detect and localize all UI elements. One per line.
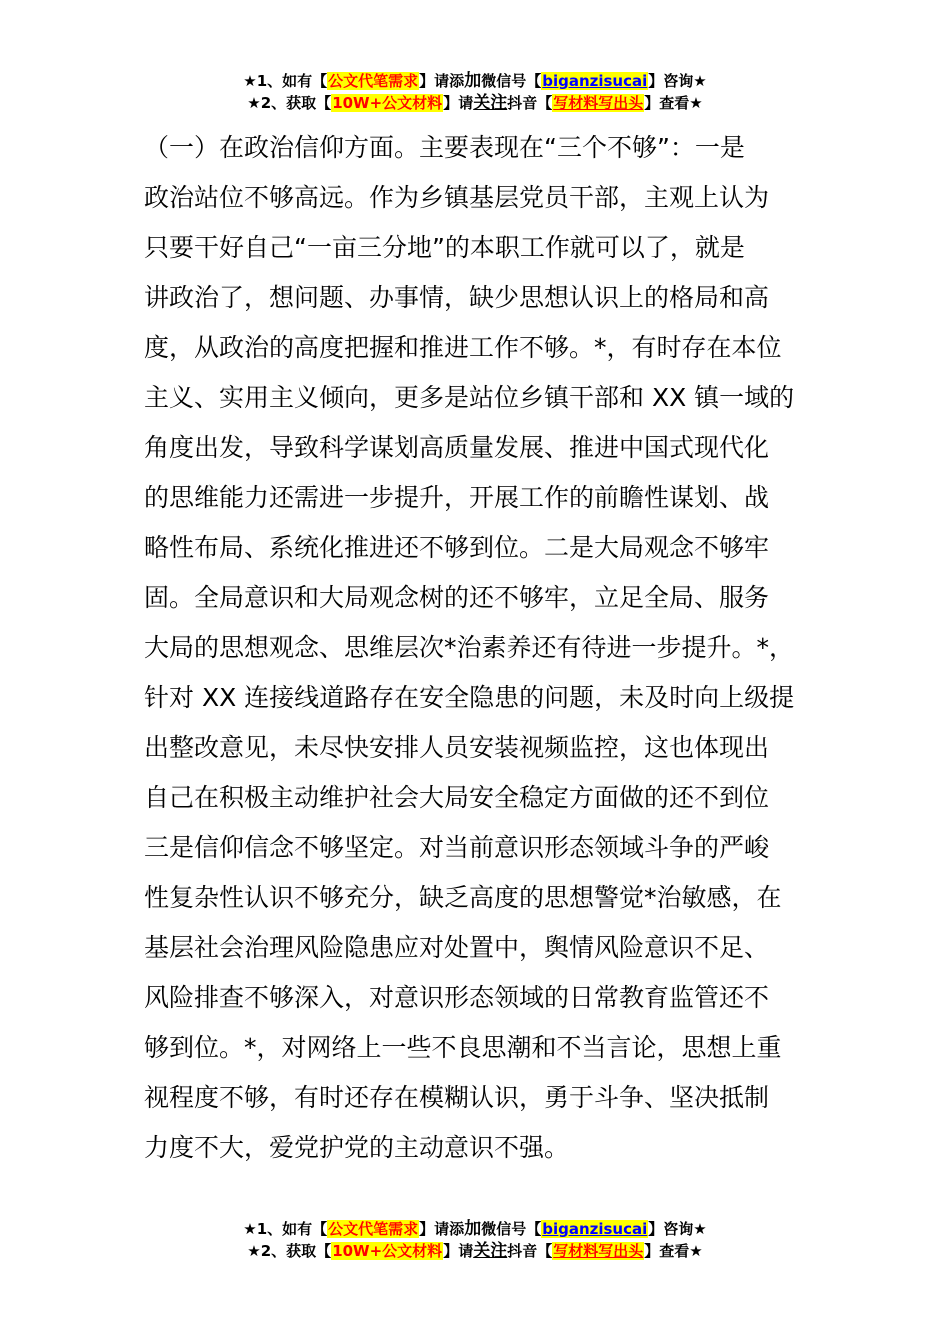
star-icon: ★ <box>693 72 707 90</box>
douyin-account-link[interactable]: 写材料写出头 <box>553 94 644 112</box>
douyin-account-link[interactable]: 写材料写出头 <box>553 1242 644 1260</box>
banner-text: 微信号【 <box>481 72 542 90</box>
banner-emphasis: 加 <box>464 71 482 91</box>
body-line: 的思维能力还需进一步提升，开展工作的前瞻性谋划、战 <box>144 483 770 512</box>
banner-line-1 <box>0 70 950 92</box>
banner-text: 】请 <box>443 1242 474 1260</box>
body-line: 主义、实用主义倾向，更多是站位乡镇干部和 XX 镇一域的 <box>144 383 795 412</box>
body-line: 略性布局、系统化推进还不够到位。二是大局观念不够牢 <box>144 533 770 562</box>
body-line: 度，从政治的高度把握和推进工作不够。*，有时存在本位 <box>144 333 782 362</box>
body-line: 性复杂性认识不够充分，缺乏高度的思想警觉*治敏感，在 <box>144 883 782 912</box>
banner-text: 】咨询 <box>648 72 694 90</box>
body-line: 基层社会治理风险隐患应对处置中，舆情风险意识不足、 <box>144 933 770 962</box>
body-line: 针对 XX 连接线道路存在安全隐患的问题，未及时向上级提 <box>144 683 795 712</box>
wechat-id-link[interactable]: biganzisucai <box>542 1220 648 1238</box>
body-line: 出整改意见，未尽快安排人员安装视频监控，这也体现出 <box>144 733 770 762</box>
banner-line-1 <box>0 1218 950 1240</box>
body-line: 风险排查不够深入，对意识形态领域的日常教育监管还不 <box>144 983 770 1012</box>
document-body <box>144 123 816 1173</box>
star-icon: ★ <box>689 94 703 112</box>
banner-text: 】咨询 <box>648 1220 694 1238</box>
body-line: 够到位。*，对网络上一些不良思潮和不当言论，思想上重 <box>144 1033 782 1062</box>
body-line: 大局的思想观念、思维层次*治素养还有待进一步提升。*， <box>144 633 795 662</box>
star-icon: ★ <box>689 1242 703 1260</box>
body-line: 力度不大，爱党护党的主动意识不强。 <box>144 1133 570 1162</box>
highlight-service: 公文代笔需求 <box>328 72 419 90</box>
banner-text: 抖音【 <box>507 1242 553 1260</box>
body-line: 自己在积极主动维护社会大局安全稳定方面做的还不到位 <box>144 783 770 812</box>
highlight-service: 公文代笔需求 <box>328 1220 419 1238</box>
star-icon: ★ <box>247 94 261 112</box>
highlight-materials: 10W+公文材料 <box>332 94 443 112</box>
banner-text: 2、获取【 <box>260 1242 332 1260</box>
body-line: 讲政治了，想问题、办事情，缺少思想认识上的格局和高 <box>144 283 770 312</box>
banner-line-2 <box>0 1240 950 1262</box>
footer-banner <box>0 1218 950 1262</box>
banner-emphasis: 关注 <box>473 1241 508 1261</box>
banner-emphasis: 关注 <box>473 93 508 113</box>
star-icon: ★ <box>247 1242 261 1260</box>
banner-line-2 <box>0 92 950 114</box>
banner-text: 1、如有【 <box>256 1220 328 1238</box>
banner-text: 抖音【 <box>507 94 553 112</box>
banner-text: 2、获取【 <box>260 94 332 112</box>
header-banner <box>0 70 950 114</box>
banner-emphasis: 加 <box>464 1219 482 1239</box>
banner-text: 微信号【 <box>481 1220 542 1238</box>
banner-text: 1、如有【 <box>256 72 328 90</box>
banner-text: 】请添 <box>419 72 465 90</box>
banner-text: 】请添 <box>419 1220 465 1238</box>
body-line: 政治站位不够高远。作为乡镇基层党员干部，主观上认为 <box>144 183 770 212</box>
star-icon: ★ <box>693 1220 707 1238</box>
star-icon: ★ <box>243 72 257 90</box>
body-line: （一）在政治信仰方面。主要表现在“三个不够”：一是 <box>144 133 745 162</box>
star-icon: ★ <box>243 1220 257 1238</box>
body-line: 只要干好自己“一亩三分地”的本职工作就可以了，就是 <box>144 233 745 262</box>
highlight-materials: 10W+公文材料 <box>332 1242 443 1260</box>
banner-text: 】查看 <box>644 94 690 112</box>
body-line: 固。全局意识和大局观念树的还不够牢，立足全局、服务 <box>144 583 770 612</box>
banner-text: 】请 <box>443 94 474 112</box>
body-line: 三是信仰信念不够坚定。对当前意识形态领域斗争的严峻 <box>144 833 770 862</box>
wechat-id-link[interactable]: biganzisucai <box>542 72 648 90</box>
banner-text: 】查看 <box>644 1242 690 1260</box>
body-line: 角度出发，导致科学谋划高质量发展、推进中国式现代化 <box>144 433 770 462</box>
body-line: 视程度不够，有时还存在模糊认识，勇于斗争、坚决抵制 <box>144 1083 770 1112</box>
